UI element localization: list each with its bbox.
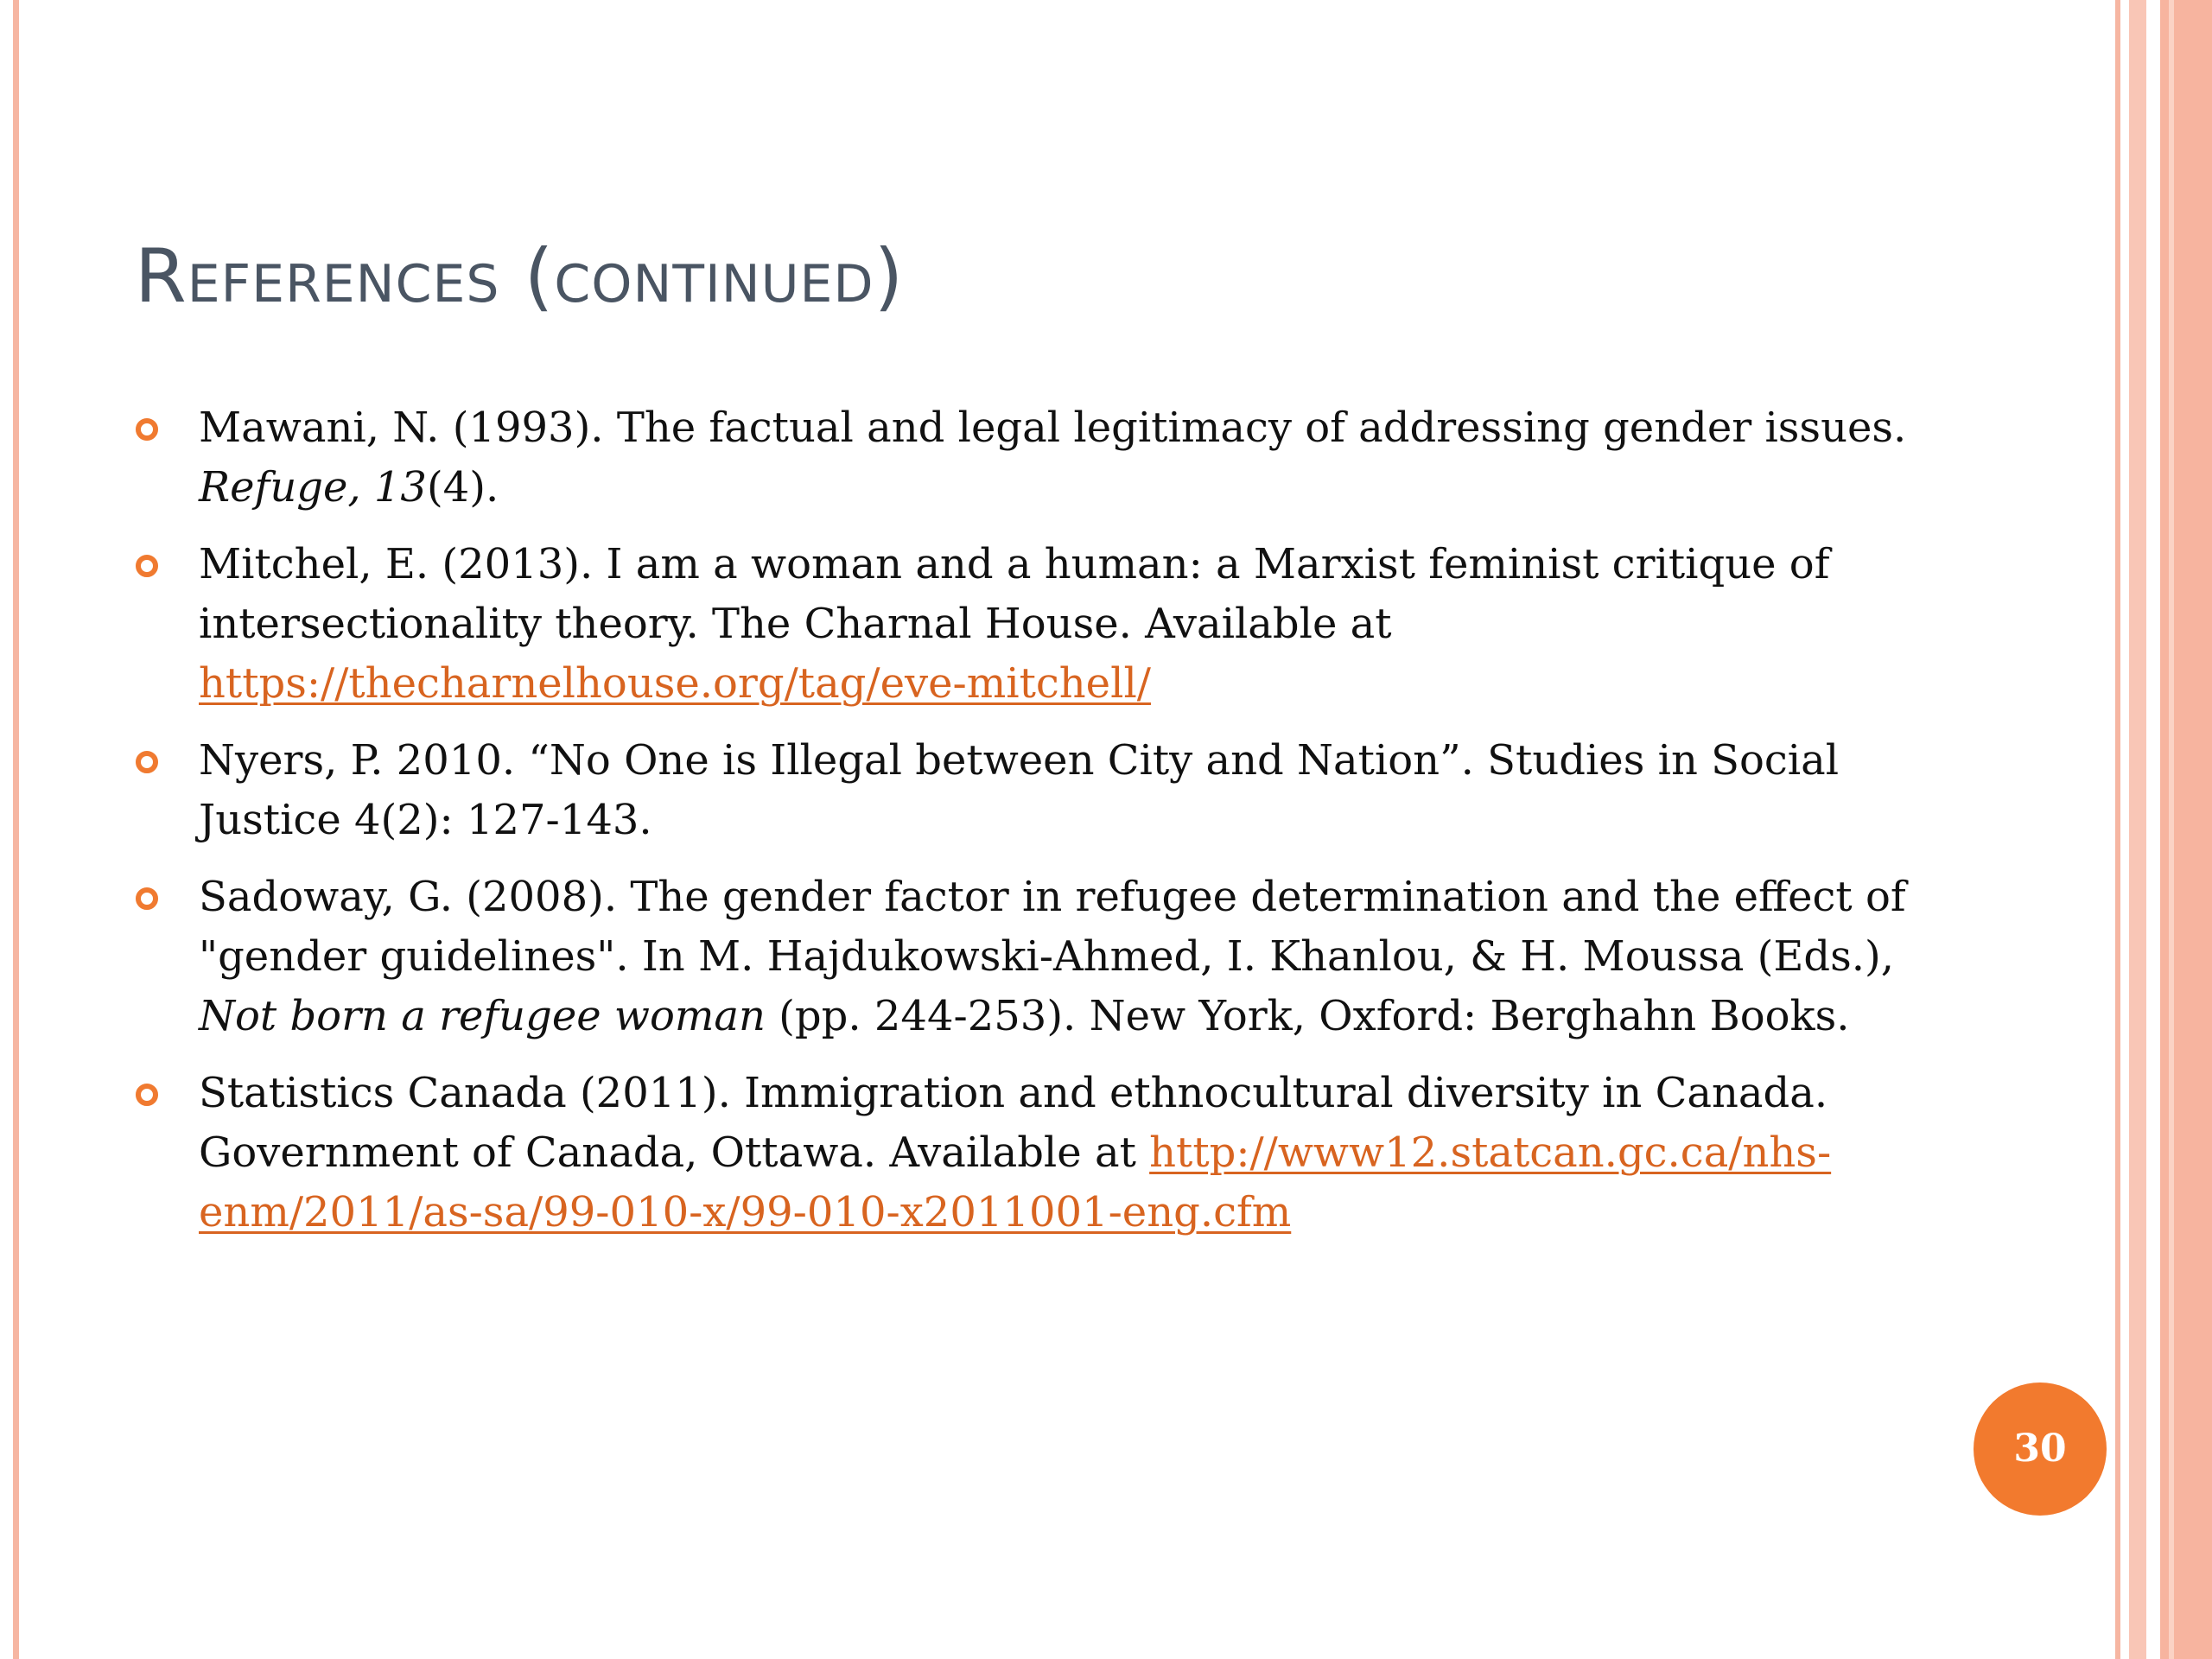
reference-link-charnelhouse[interactable]: https://thecharnelhouse.org/tag/eve-mitchell/ — [199, 659, 1151, 708]
reference-item-statcan — [199, 1064, 1953, 1243]
reference-book-title: Not born a refugee woman — [199, 992, 766, 1040]
slide-frame-right-line — [2115, 0, 2120, 1659]
reference-item-nyers — [199, 731, 1953, 850]
ring-bullet-icon — [136, 555, 158, 577]
reference-item-mitchel — [199, 535, 1953, 714]
reference-list — [199, 398, 1953, 1260]
slide-frame-right-band — [2129, 0, 2146, 1659]
ring-bullet-icon — [136, 751, 158, 773]
reference-item-sadoway — [199, 868, 1953, 1046]
slide-frame-right-edge — [2160, 0, 2212, 1659]
ring-bullet-icon — [136, 418, 158, 441]
ring-bullet-icon — [136, 1084, 158, 1106]
reference-text: Nyers, P. 2010. “No One is Illegal between City and Nation”. Studies in Social Justice 4(2): 127-143. — [199, 736, 1840, 844]
reference-item-mawani — [199, 398, 1953, 518]
reference-text: Statistics Canada (2011). Immigration and ethnocultural diversity in Canada. Government of Canada, Ottawa. Available at — [199, 1069, 1828, 1177]
reference-text: Sadoway, G. (2008). The gender factor in refugee determination and the effect of "gender guidelines". In M. Hajdukowski-Ahmed, I. Khanlou, & H. Moussa (Eds.), — [199, 873, 1906, 981]
reference-journal: Refuge, 13 — [199, 463, 427, 512]
reference-issue: (4). — [426, 463, 499, 512]
ring-bullet-icon — [136, 887, 158, 910]
reference-text: Mitchel, E. (2013). I am a woman and a human: a Marxist feminist critique of intersectionality theory. The Charnal House. Available at — [199, 540, 1830, 648]
reference-text-after: (pp. 244-253). New York, Oxford: Berghahn Books. — [765, 992, 1850, 1040]
slide-frame-right-gap — [2146, 0, 2160, 1659]
page-number-badge: 30 — [1974, 1382, 2107, 1516]
slide-frame-left — [13, 0, 19, 1659]
reference-link-statcan[interactable]: http://www12.statcan.gc.ca/nhs-enm/2011/as-sa/99-010-x/99-010-x2011001-eng.cfm — [199, 1128, 1832, 1236]
reference-text: Mawani, N. (1993). The factual and legal legitimacy of addressing gender issues. — [199, 404, 1907, 452]
slide-title: References (continued) — [135, 233, 905, 320]
